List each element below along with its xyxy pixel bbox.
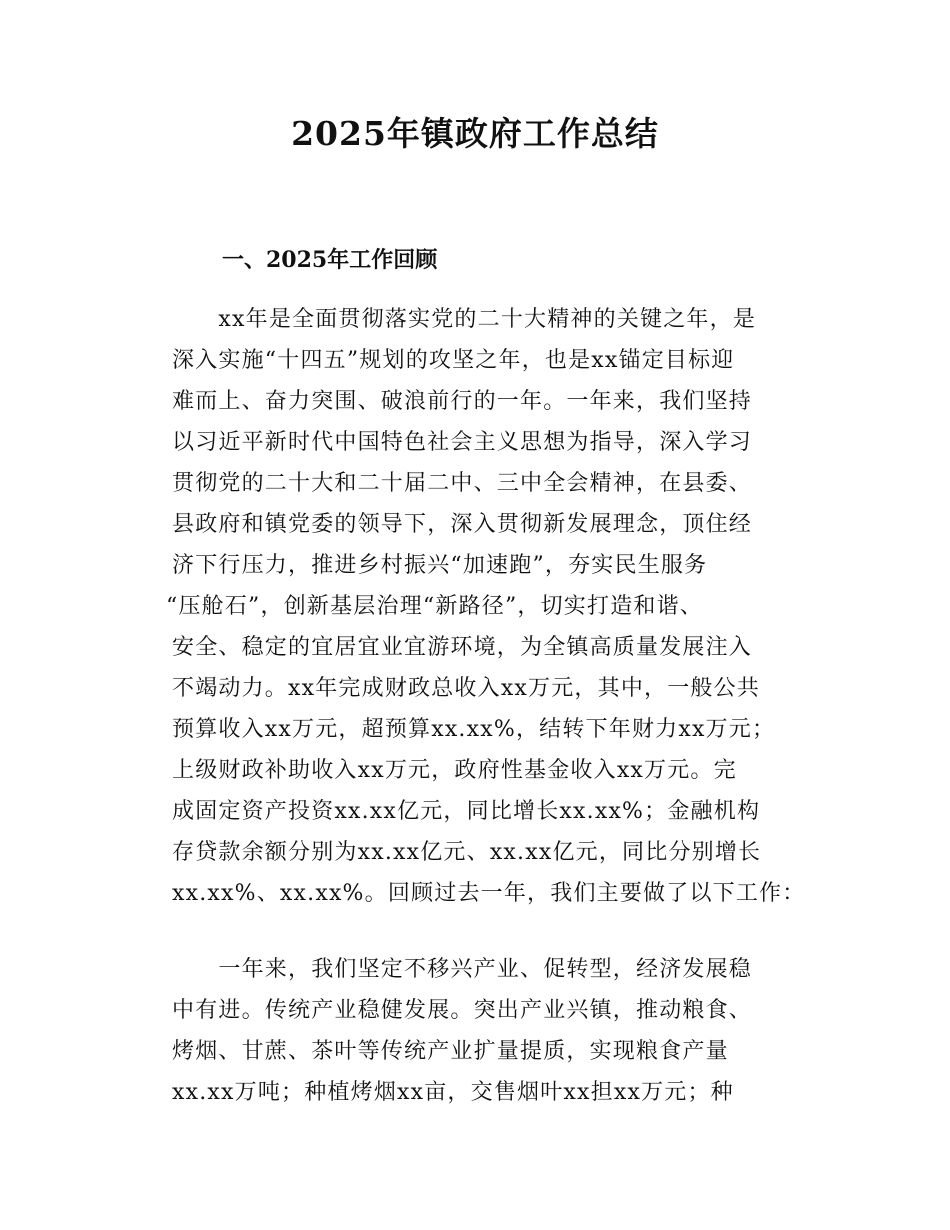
paragraph-line: “压舱石”，创新基层治理“新路径”，切实打造和谐、: [166, 594, 703, 619]
section-heading: 一、2025年工作回顾: [222, 247, 438, 273]
paragraph-line: 上级财政补助收入xx万元，政府性基金收入xx万元。完: [172, 758, 737, 783]
paragraph-line: 预算收入xx万元，超预算xx.xx%，结转下年财力xx万元；: [172, 717, 776, 742]
paragraph-line: 一年来，我们坚定不移兴产业、促转型，经济发展稳: [172, 957, 753, 982]
paragraph-line: 不竭动力。xx年完成财政总收入xx万元，其中，一般公共: [172, 676, 761, 701]
paragraph-line: xx年是全面贯彻落实党的二十大精神的关键之年，是: [172, 307, 757, 332]
paragraph-line: 中有进。传统产业稳健发展。突出产业兴镇，推动粮食、: [172, 998, 753, 1023]
paragraph-line: 存贷款余额分别为xx.xx亿元、xx.xx亿元，同比分别增长: [172, 840, 762, 865]
paragraph-line: 深入实施“十四五”规划的攻坚之年，也是xx锚定目标迎: [172, 348, 735, 373]
paragraph-line: xx.xx%、xx.xx%。回顾过去一年，我们主要做了以下工作：: [172, 881, 806, 906]
paragraph-line: 成固定资产投资xx.xx亿元，同比增长xx.xx%；金融机构: [172, 799, 761, 824]
document-title: 2025年镇政府工作总结: [291, 114, 659, 153]
paragraph-line: 安全、稳定的宜居宜业宜游环境，为全镇高质量发展注入: [172, 635, 753, 660]
paragraph-line: 济下行压力，推进乡村振兴“加速跑”，夯实民生服务: [172, 553, 708, 578]
paragraph-line: xx.xx万吨；种植烤烟xx亩，交售烟叶xx担xx万元；种: [172, 1080, 734, 1105]
paragraph-line: 难而上、奋力突围、破浪前行的一年。一年来，我们坚持: [172, 389, 753, 414]
paragraph-line: 县政府和镇党委的领导下，深入贯彻新发展理念，顶住经: [172, 512, 753, 537]
paragraph-line: 烤烟、甘蔗、茶叶等传统产业扩量提质，实现粮食产量: [172, 1039, 729, 1064]
paragraph-line: 贯彻党的二十大和二十届二中、三中全会精神，在县委、: [172, 471, 753, 496]
paragraph-line: 以习近平新时代中国特色社会主义思想为指导，深入学习: [172, 430, 753, 455]
